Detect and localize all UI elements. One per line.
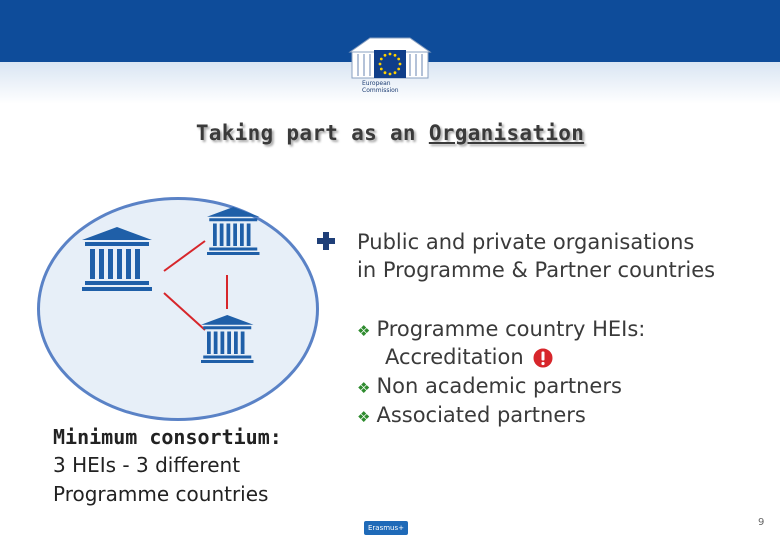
consortium-text: [53, 451, 268, 509]
plus-icon: [317, 232, 335, 250]
bullet-subitem: [385, 344, 554, 371]
erasmus-badge: Erasmus+: [364, 521, 408, 535]
bullet-text: Non academic partners: [376, 374, 622, 398]
bullet-text: Associated partners: [376, 403, 586, 427]
institution-icon: [207, 207, 260, 255]
institution-icon: [201, 315, 254, 363]
intro-line1: Public and private organisations: [357, 230, 695, 254]
page-number: 9: [758, 517, 765, 528]
diamond-bullet-icon: ❖: [357, 379, 371, 397]
bullet-text: Accreditation: [385, 345, 524, 369]
institution-icon: [82, 227, 152, 291]
bullet-text: Programme country HEIs:: [376, 317, 646, 341]
bullet-item: [357, 402, 586, 431]
title-prefix: Taking part as an: [195, 121, 416, 145]
title-highlight: Organisation: [428, 121, 585, 145]
diamond-bullet-icon: ❖: [357, 408, 371, 426]
slide-title: [0, 121, 780, 145]
consortium-title: Minimum consortium:: [53, 425, 282, 449]
intro-line2: in Programme & Partner countries: [357, 258, 716, 282]
bullet-item: [357, 316, 645, 345]
diamond-bullet-icon: ❖: [357, 322, 371, 340]
logo-line1: European: [362, 80, 391, 87]
consortium-line2: Programme countries: [53, 482, 269, 506]
logo-text: [362, 80, 399, 94]
header-banner: [0, 0, 780, 104]
warning-icon: [532, 347, 554, 369]
consortium-line1: 3 HEIs - 3 different: [53, 453, 241, 477]
logo-line2: Commission: [362, 87, 399, 94]
consortium-diagram: [37, 197, 319, 421]
bullet-item: [357, 373, 622, 402]
